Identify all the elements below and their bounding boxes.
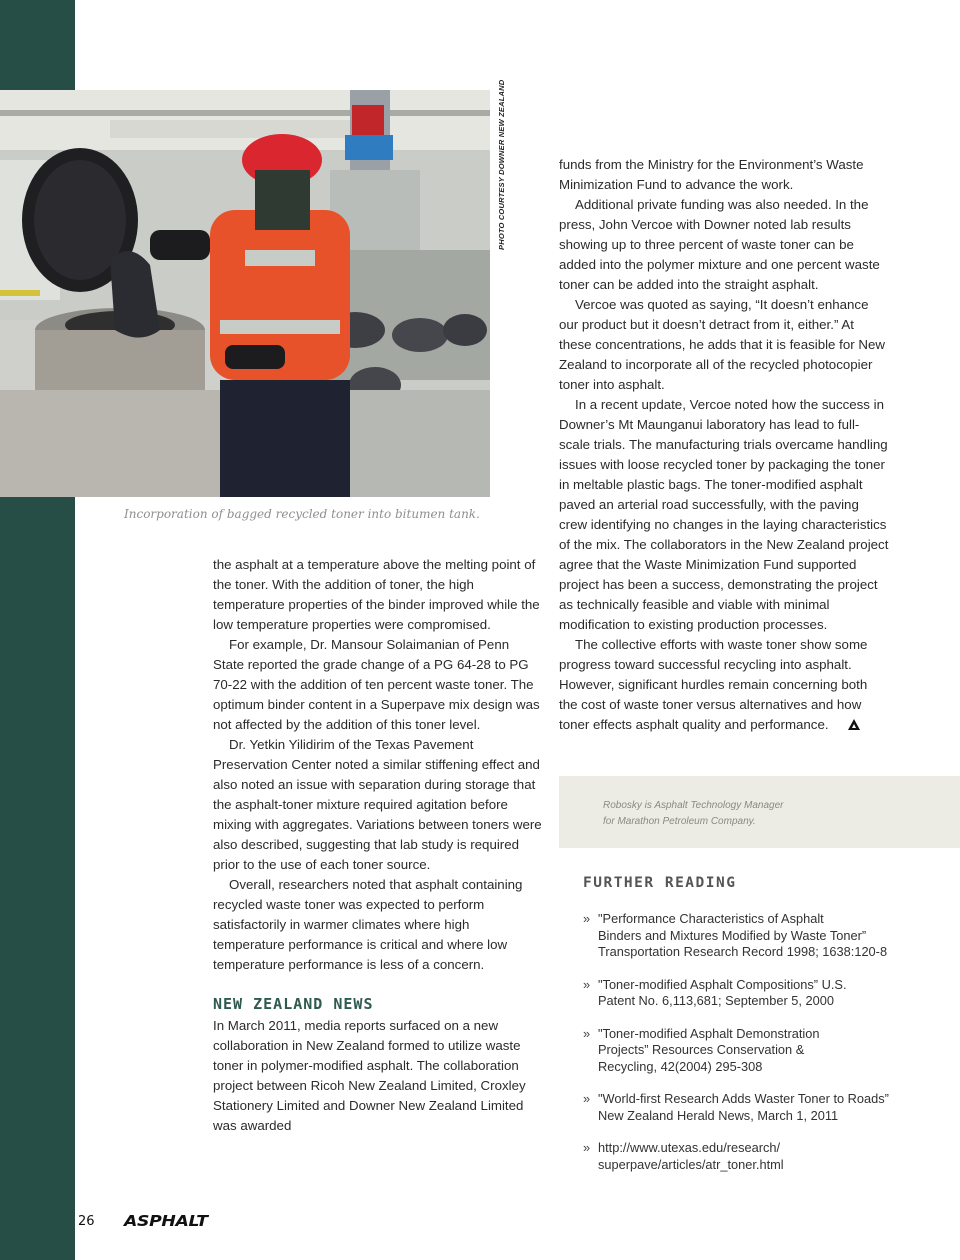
list-item xyxy=(583,911,913,961)
author-bio-text xyxy=(603,798,783,829)
list-item xyxy=(583,1140,913,1173)
paragraph-final xyxy=(559,635,889,736)
photo-credit: PHOTO COURTESY DOWNER NEW ZEALAND xyxy=(497,79,506,250)
photo-caption: Incorporation of bagged recycled toner into bitumen tank. xyxy=(124,507,480,521)
paragraph: funds from the Ministry for the Environment’s Waste Minimization Fund to advance the work. xyxy=(559,157,864,192)
paragraph: In March 2011, media reports surfaced on a new collaboration in New Zealand formed to utilize waste toner in polymer-modified asphalt. The collaboration project between Ricoh New Zealand Limited, Croxley Stationery Limited and Downer New Zealand Limited was awarded xyxy=(213,1018,526,1133)
paragraph: Dr. Yetkin Yilidirim of the Texas Pavement Preservation Center noted a similar stiffening effect and also noted an issue with separation during storage that the asphalt-toner mixture required agitation before mixing with aggregates. Variations between toners were also described, suggesting that lab study is required prior to the use of each toner source. xyxy=(213,737,542,872)
paragraph: the asphalt at a temperature above the melting point of the toner. With the addition of toner, the high temperature properties of the binder improved while the low temperature properties were compromised. xyxy=(213,557,540,632)
further-reading-list xyxy=(583,911,913,1173)
bullet-icon: » xyxy=(583,976,591,992)
reference-text: "World-first Research Adds Waster Toner to Roads” New Zealand Herald News, March 1, 2011 xyxy=(598,1091,889,1123)
magazine-logo: ASPHALT xyxy=(124,1212,208,1230)
further-reading-heading: FURTHER READING xyxy=(583,875,737,891)
article-column-left xyxy=(213,555,543,1136)
paragraph: Overall, researchers noted that asphalt containing recycled waste toner was expected to perform satisfactorily in warmer climates where high temperature performance is critical and where low temperature performance is less of a concern. xyxy=(213,877,523,972)
section-heading-new-zealand-news: NEW ZEALAND NEWS xyxy=(213,995,374,1013)
article-column-right xyxy=(559,155,889,736)
reference-text: "Toner-modified Asphalt Demonstration Projects” Resources Conservation & Recycling, 42(2004) 295-308 xyxy=(598,1025,820,1074)
paragraph: For example, Dr. Mansour Solaimanian of Penn State reported the grade change of a PG 64-28 to PG 70-22 with the addition of ten percent waste toner. The optimum binder content in a Superpave mix design was not affected by the addition of this toner level. xyxy=(213,637,540,732)
page-number: 26 xyxy=(78,1214,95,1229)
article-photo xyxy=(0,90,490,497)
paragraph: In a recent update, Vercoe noted how the success in Downer’s Mt Maunganui laboratory has lead to full-scale trials. The manufacturing trials overcame handling issues with loose recycled toner by packaging the toner in meltable plastic bags. The toner-modified asphalt paved an arterial road successfully, with the paving crew identifying no changes in the laying characteristics of the mix. The collaborators in the New Zealand project agree that the Waste Minimization Fund supported project has been a success, demonstrating the project as technically feasible and viable with minimal modification to existing production processes. xyxy=(559,397,889,632)
paragraph: Additional private funding was also needed. In the press, John Vercoe with Downer noted lab results showing up to three percent of waste toner can be added into the polymer mixture and one percent waste toner can be added into the straight asphalt. xyxy=(559,197,880,292)
toner-tank-illustration xyxy=(0,90,490,497)
author-bio-line: for Marathon Petroleum Company. xyxy=(603,815,756,827)
list-item xyxy=(583,977,913,1010)
bullet-icon: » xyxy=(583,911,591,926)
reference-link: http://www.utexas.edu/research/ superpave/articles/atr_toner.html xyxy=(598,1140,784,1172)
end-mark-icon xyxy=(832,716,860,736)
paragraph: Vercoe was quoted as saying, “It doesn’t enhance our product but it doesn’t detract from it, either.” At these concentrations, he adds that it is feasible for New Zealand to incorporate all of the recycled photocopier toner into asphalt. xyxy=(559,297,885,392)
paragraph-text: The collective efforts with waste toner show some progress toward successful recycling into asphalt. However, significant hurdles remain concerning both the cost of waste toner versus alternatives and how toner effects asphalt quality and performance. xyxy=(559,637,868,732)
list-item xyxy=(583,1091,913,1124)
list-item xyxy=(583,1026,913,1076)
bullet-icon: » xyxy=(583,1140,591,1155)
author-bio-box xyxy=(559,776,960,848)
author-bio-line: Robosky is Asphalt Technology Manager xyxy=(603,800,784,811)
bullet-icon: » xyxy=(583,1091,591,1106)
reference-text: "Performance Characteristics of Asphalt Binders and Mixtures Modified by Waste Toner” Transportation Research Record 1998; 1638:120-8 xyxy=(598,911,888,959)
bullet-icon: » xyxy=(583,1025,591,1041)
reference-text: "Toner-modified Asphalt Compositions” U.S. Patent No. 6,113,681; September 5, 2000 xyxy=(598,976,847,1008)
further-reading xyxy=(583,875,913,1189)
